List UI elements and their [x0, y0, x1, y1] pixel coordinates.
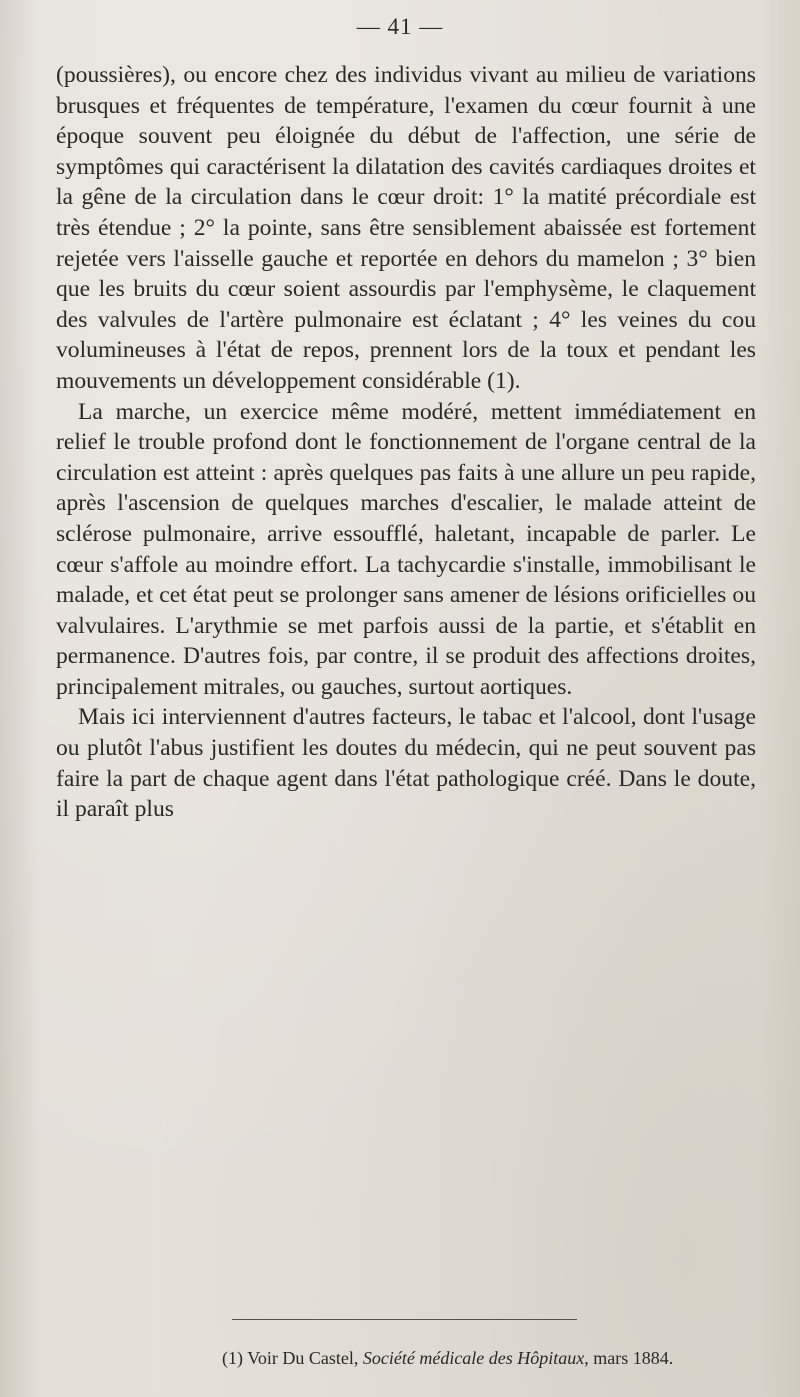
paragraph-1: (poussières), ou encore chez des individus vivant au milieu de variations brusques et fréquentes de température, l'examen du cœur fournit à une époque souvent peu éloignée du début de l'affection, une série de symptômes qui caractérisent la dilatation des cavités cardiaques droites et la gêne de la circulation dans le cœur droit: 1° la matité précordiale est très étendue ; 2° la pointe, sans être sensiblement abaissée est fortement rejetée vers l'aisselle gauche et reportée en dehors du mamelon ; 3° bien que les bruits du cœur soient assourdis par l'emphysème, le claquement des valvules de l'artère pulmonaire est éclatant ; 4° les veines du cou volumineuses à l'état de repos, prennent lors de la toux et pendant les mouvements un développement considérable (1).: [56, 62, 756, 394]
paragraph-3: Mais ici interviennent d'autres facteurs, le tabac et l'alcool, dont l'usage ou plutôt l'abus justifient les doutes du médecin, qui ne peut souvent pas faire la part de chaque agent dans l'état pathologique créé. Dans le doute, il paraît plus: [56, 704, 756, 823]
footnote: [222, 1348, 673, 1369]
footnote-author: Voir Du Castel,: [247, 1348, 359, 1368]
footnote-source-title: Société médicale des Hôpitaux: [362, 1348, 585, 1368]
paragraph-2: La marche, un exercice même modéré, mettent immédiatement en relief le trouble profond dont le fonctionnement de l'organe central de la circulation est atteint : après quelques pas faits à une allure un peu rapide, après l'ascension de quelques marches d'escalier, le malade atteint de sclérose pulmonaire, arrive essoufflé, haletant, incapable de parler. Le cœur s'affole au moindre effort. La tachycardie s'installe, immobilisant le malade, et cet état peut se prolonger sans amener de lésions orificielles ou valvulaires. L'arythmie se met parfois aussi de la partie, et s'établit en permanence. D'autres fois, par contre, il se produit des affections droites, principalement mitrales, ou gauches, surtout aortiques.: [56, 398, 756, 700]
body-text: [56, 60, 756, 825]
footnote-separator: [232, 1319, 577, 1320]
footnote-marker: (1): [222, 1348, 243, 1368]
footnote-date: , mars 1884.: [584, 1348, 674, 1368]
page-number: — 41 —: [356, 14, 444, 39]
